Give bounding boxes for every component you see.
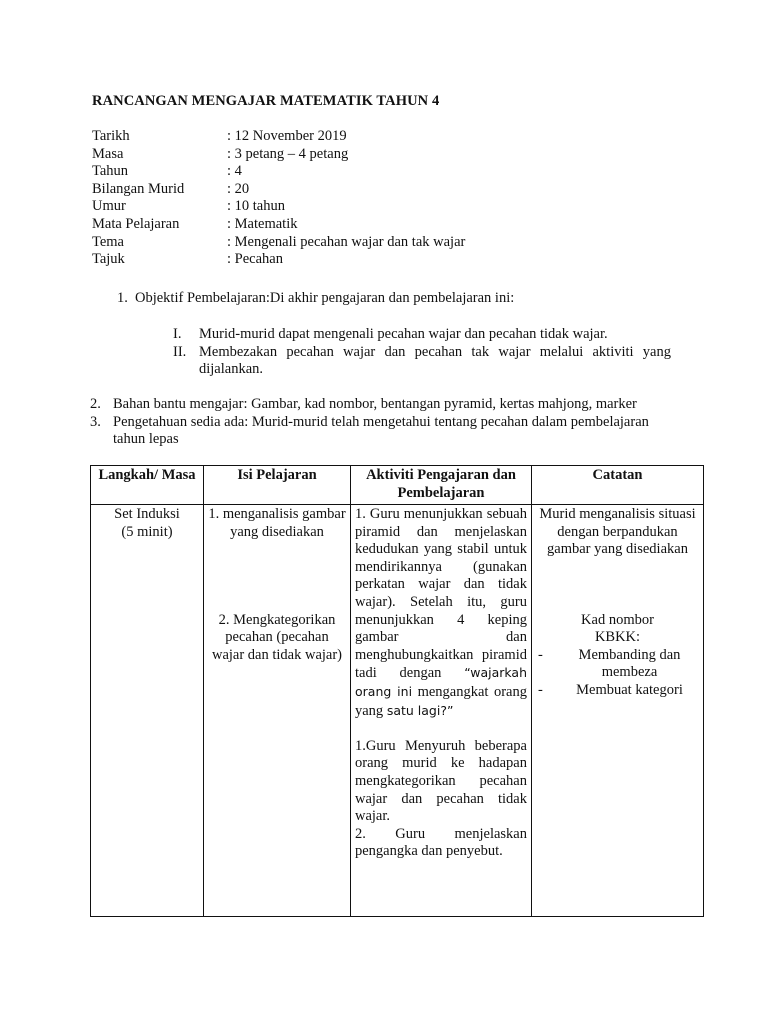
- info-row: [92, 181, 692, 199]
- note-item-text: Membuat kategori: [576, 681, 683, 698]
- dash-bullet: -: [538, 681, 543, 698]
- objective-item-text: Murid-murid dapat mengenali pecahan wajar dan pecahan tidak wajar.: [199, 326, 608, 342]
- header-catatan: Catatan: [532, 466, 704, 505]
- info-value: : Mengenali pecahan wajar dan tak wajar: [227, 233, 466, 250]
- header-isi-pelajaran: Isi Pelajaran: [204, 466, 351, 505]
- dash-bullet: -: [538, 646, 543, 663]
- info-value: : Pecahan: [227, 251, 283, 268]
- list-item-text: Bahan bantu mengajar: Gambar, kad nombor, bentangan pyramid, kertas mahjong, marker: [113, 396, 637, 412]
- document-title: RANCANGAN MENGAJAR MATEMATIK TAHUN 4: [92, 93, 440, 109]
- table-row: [91, 505, 704, 917]
- info-row: [92, 163, 692, 181]
- objective-item-text: Membezakan pecahan wajar dan pecahan tak wajar melalui aktiviti yang dijalankan.: [199, 343, 671, 378]
- list-number: 1.: [117, 290, 128, 306]
- list-item: [90, 396, 680, 414]
- info-value: : 10 tahun: [227, 198, 285, 215]
- info-label: Tahun: [92, 163, 129, 180]
- info-row: [92, 251, 692, 269]
- list-item: [536, 647, 699, 682]
- info-row: [92, 216, 692, 234]
- step-name: Set Induksi: [114, 506, 180, 522]
- info-value: : 4: [227, 163, 242, 180]
- cell-step: [91, 505, 204, 917]
- info-label: Tarikh: [92, 128, 130, 144]
- list-item: [160, 326, 672, 344]
- info-value: : 20: [227, 180, 250, 197]
- info-label: Masa: [92, 145, 124, 162]
- info-value: : 12 November 2019: [227, 128, 347, 144]
- table-header-row: [91, 466, 704, 505]
- info-label: Bilangan Murid: [92, 180, 185, 197]
- info-value: : Matematik: [227, 215, 298, 232]
- info-label: Tajuk: [92, 251, 125, 268]
- handwritten-text: “wajarkah orang ini: [355, 665, 527, 699]
- note-text: Murid menganalisis situasi dengan berpandukan gambar yang disediakan: [539, 506, 696, 558]
- info-row: [92, 146, 692, 164]
- list-item: [90, 414, 680, 449]
- info-value: : 3 petang – 4 petang: [227, 145, 349, 162]
- info-label: Tema: [92, 233, 124, 250]
- lesson-plan-table: [90, 465, 704, 917]
- content-item: 1. menganalisis gambar yang disediakan: [208, 506, 346, 540]
- header-langkah: Langkah/ Masa: [91, 466, 204, 505]
- info-label: Mata Pelajaran: [92, 215, 180, 232]
- activity-text: 2. Guru menjelaskan pengangka dan penyebut.: [355, 825, 527, 860]
- header-aktiviti: Aktiviti Pengajaran dan Pembelajaran: [351, 466, 532, 505]
- activity-text: 1. Guru menunjukkan sebuah piramid dan menjelaskan kedudukan yang stabil untuk mendirikannya (gunakan perkatan wajar dan tidak wajar). Setelah itu, guru menunjukkan 4 keping gambar dan menghubungkaitkan piramid tadi dengan “wajarkah orang ini mengangkat orang yang satu lagi?”: [355, 506, 527, 719]
- objective-text: Objektif Pembelajaran:Di akhir pengajaran dan pembelajaran ini:: [135, 290, 515, 306]
- list-item: [160, 344, 672, 379]
- list-number: 3.: [90, 413, 101, 430]
- list-item: [536, 682, 699, 700]
- step-duration: (5 minit): [121, 523, 173, 540]
- numbered-list: [90, 396, 680, 449]
- list-number: II.: [173, 343, 187, 360]
- cell-notes: [532, 505, 704, 917]
- handwritten-text: satu lagi?”: [386, 702, 454, 718]
- note-item-text: Membanding dan membeza: [578, 646, 681, 681]
- info-row: [92, 198, 692, 216]
- list-number: I.: [173, 326, 182, 342]
- info-row: [92, 128, 692, 146]
- activity-text: 1.Guru Menyuruh beberapa orang murid ke hadapan mengkategorikan pecahan wajar dan pecahan tidak wajar.: [355, 737, 527, 825]
- list-number: 2.: [90, 396, 101, 412]
- info-label: Umur: [92, 198, 126, 215]
- cell-content: [204, 505, 351, 917]
- list-item-text: Pengetahuan sedia ada: Murid-murid telah mengetahui tentang pecahan dalam pembelajaran tahun lepas: [113, 413, 649, 448]
- note-text: KBKK:: [594, 629, 641, 646]
- info-row: [92, 234, 692, 252]
- cell-activity: [351, 505, 532, 917]
- objective-list: [160, 326, 672, 379]
- content-item: 2. Mengkategorikan pecahan (pecahan wajar dan tidak wajar): [211, 611, 343, 663]
- lesson-info: [92, 128, 692, 269]
- note-text: Kad nombor: [581, 611, 654, 628]
